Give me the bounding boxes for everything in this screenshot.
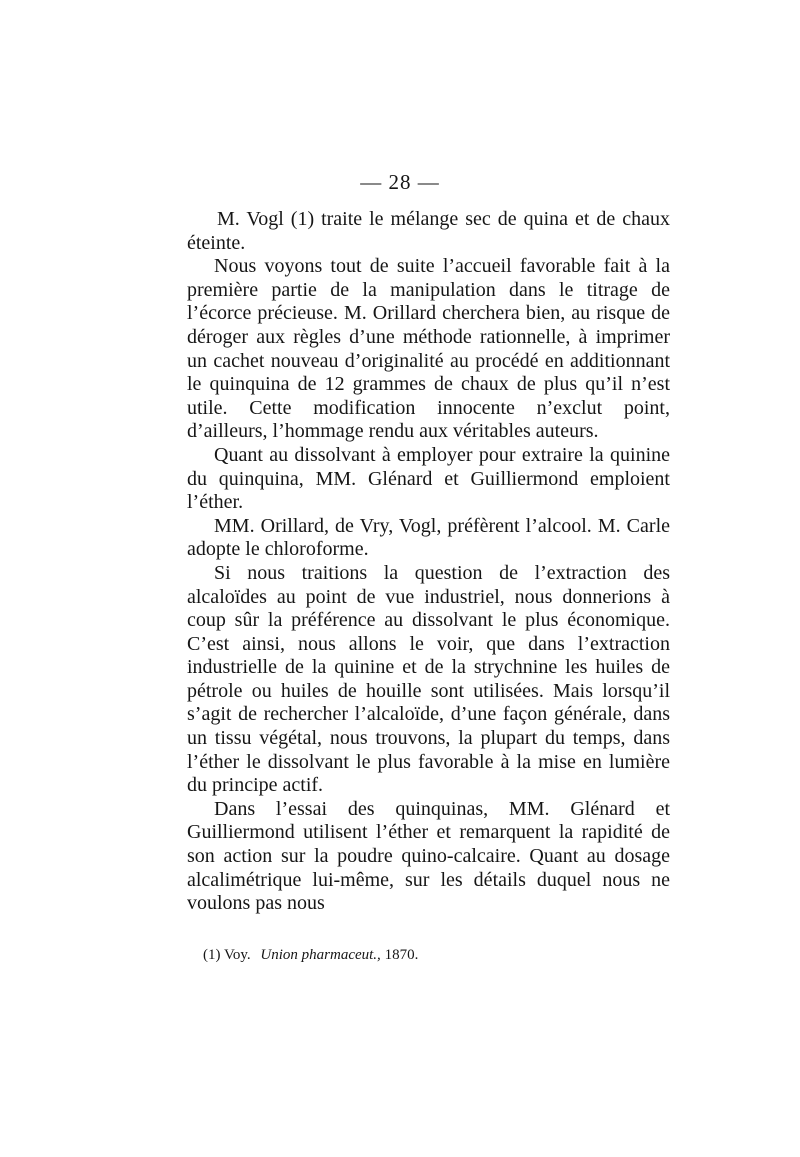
paragraph-extraction: Si nous traitions la question de l’extraction des alcaloïdes au point de vue industriel, nous donnerions à coup sûr la préférence au dissolvant le plus économique. C’est ainsi, nous allons le voir, que dans l’extraction industrielle de la quinine et de la strychnine les huiles de pétrole ou huiles de houille sont utilisées. Mais lorsqu’il s’agit de rechercher l’alcaloïde, d’une façon générale, dans un tissu végétal, nous trouvons, la plupart du temps, dans l’éther le dissolvant le plus favorable à la mise en lumière du principe actif. — [187, 561, 670, 797]
paragraph-accueil: Nous voyons tout de suite l’accueil favorable fait à la première partie de la manipulation dans le titrage de l’écorce précieuse. M. Orillard cherchera bien, au risque de déroger aux règles d’une méthode rationnelle, à imprimer un cachet nouveau d’originalité au procédé en additionnant le quinquina de 12 grammes de chaux de plus qu’il n’est utile. Cette modification innocente n’exclut point, d’ailleurs, l’hommage rendu aux véritables auteurs. — [187, 255, 670, 443]
footnote-marker: (1) Voy. — [203, 947, 251, 963]
footnote — [203, 946, 418, 964]
paragraph-vogl: M. Vogl (1) traite le mélange sec de quina et de chaux éteinte. — [187, 208, 670, 254]
footnote-source: Union pharmaceut., — [260, 947, 381, 963]
body-text — [187, 208, 670, 916]
paragraph-dissolvant: Quant au dissolvant à employer pour extraire la quinine du quinquina, MM. Glénard et Guilliermond emploient l’éther. — [187, 443, 670, 514]
footnote-year: 1870. — [384, 947, 419, 963]
page-number: — 28 — — [360, 170, 440, 194]
paragraph-essai: Dans l’essai des quinquinas, MM. Glénard et Guilliermond utilisent l’éther et remarquent la rapidité de son action sur la poudre quino-calcaire. Quant au dosage alcalimétrique lui-même, sur les détails duquel nous ne voulons pas nous — [187, 797, 670, 915]
paragraph-alcool: MM. Orillard, de Vry, Vogl, préfèrent l’alcool. M. Carle adopte le chloroforme. — [187, 514, 670, 561]
